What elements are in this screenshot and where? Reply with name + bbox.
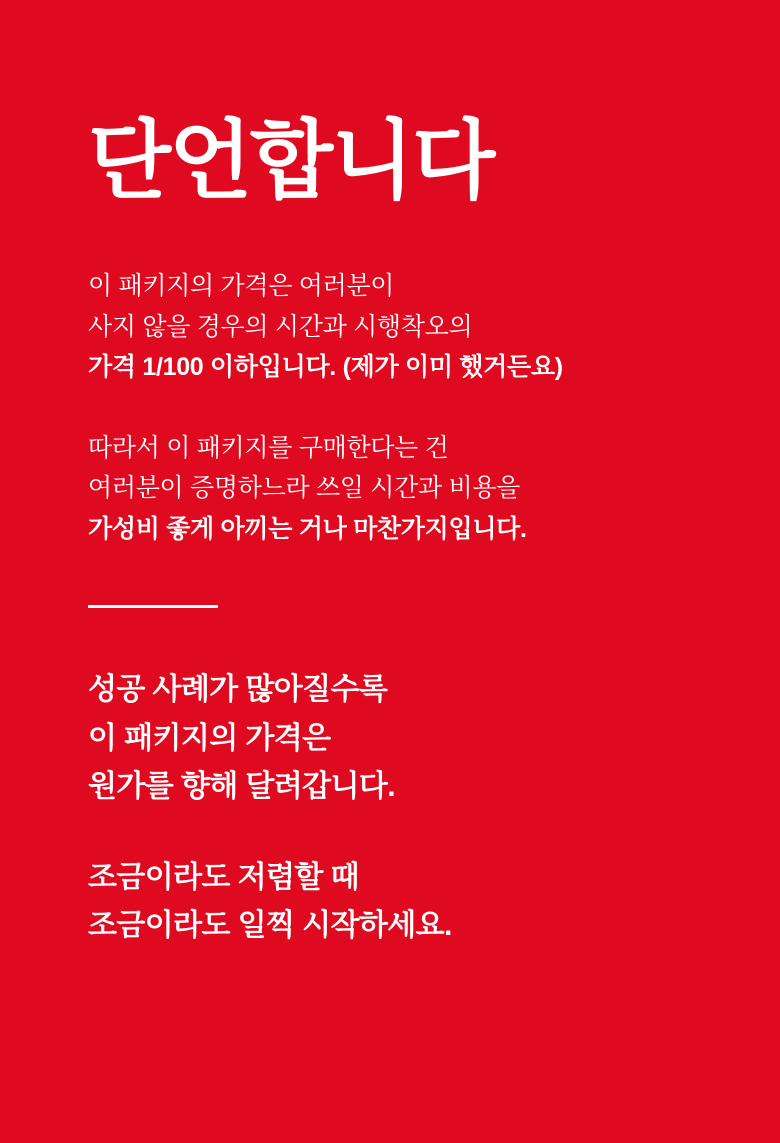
highlight-line: 조금이라도 저렴할 때: [88, 860, 359, 894]
paragraph-line: 이 패키지의 가격은 여러분이: [88, 272, 395, 300]
highlight-block-2: [88, 854, 780, 951]
highlight-line: 조금이라도 일찍 시작하세요.: [88, 909, 452, 943]
highlight-line: 이 패키지의 가격은: [88, 721, 331, 755]
paragraph-block-1: [88, 266, 780, 388]
highlight-line: 원가를 향해 달려갑니다.: [88, 770, 396, 804]
paragraph-block-2: [88, 428, 780, 550]
paragraph-line-emphasis: 가성비 좋게 아끼는 거나 마찬가지입니다.: [88, 514, 527, 543]
highlight-line: 성공 사례가 많아질수록: [88, 673, 388, 706]
highlight-block-1: [88, 666, 780, 812]
paragraph-line: 여러분이 증명하느라 쓰일 시간과 비용을: [88, 474, 521, 502]
paragraph-line-emphasis: 가격 1/100 이하입니다. (제가 이미 했거든요): [88, 353, 563, 381]
page-title: 단언합니다: [88, 113, 494, 209]
paragraph-line: 따라서 이 패키지를 구매한다는 건: [88, 433, 449, 462]
divider: [88, 605, 218, 608]
paragraph-line: 사지 않을 경우의 시간과 시행착오의: [88, 312, 473, 341]
